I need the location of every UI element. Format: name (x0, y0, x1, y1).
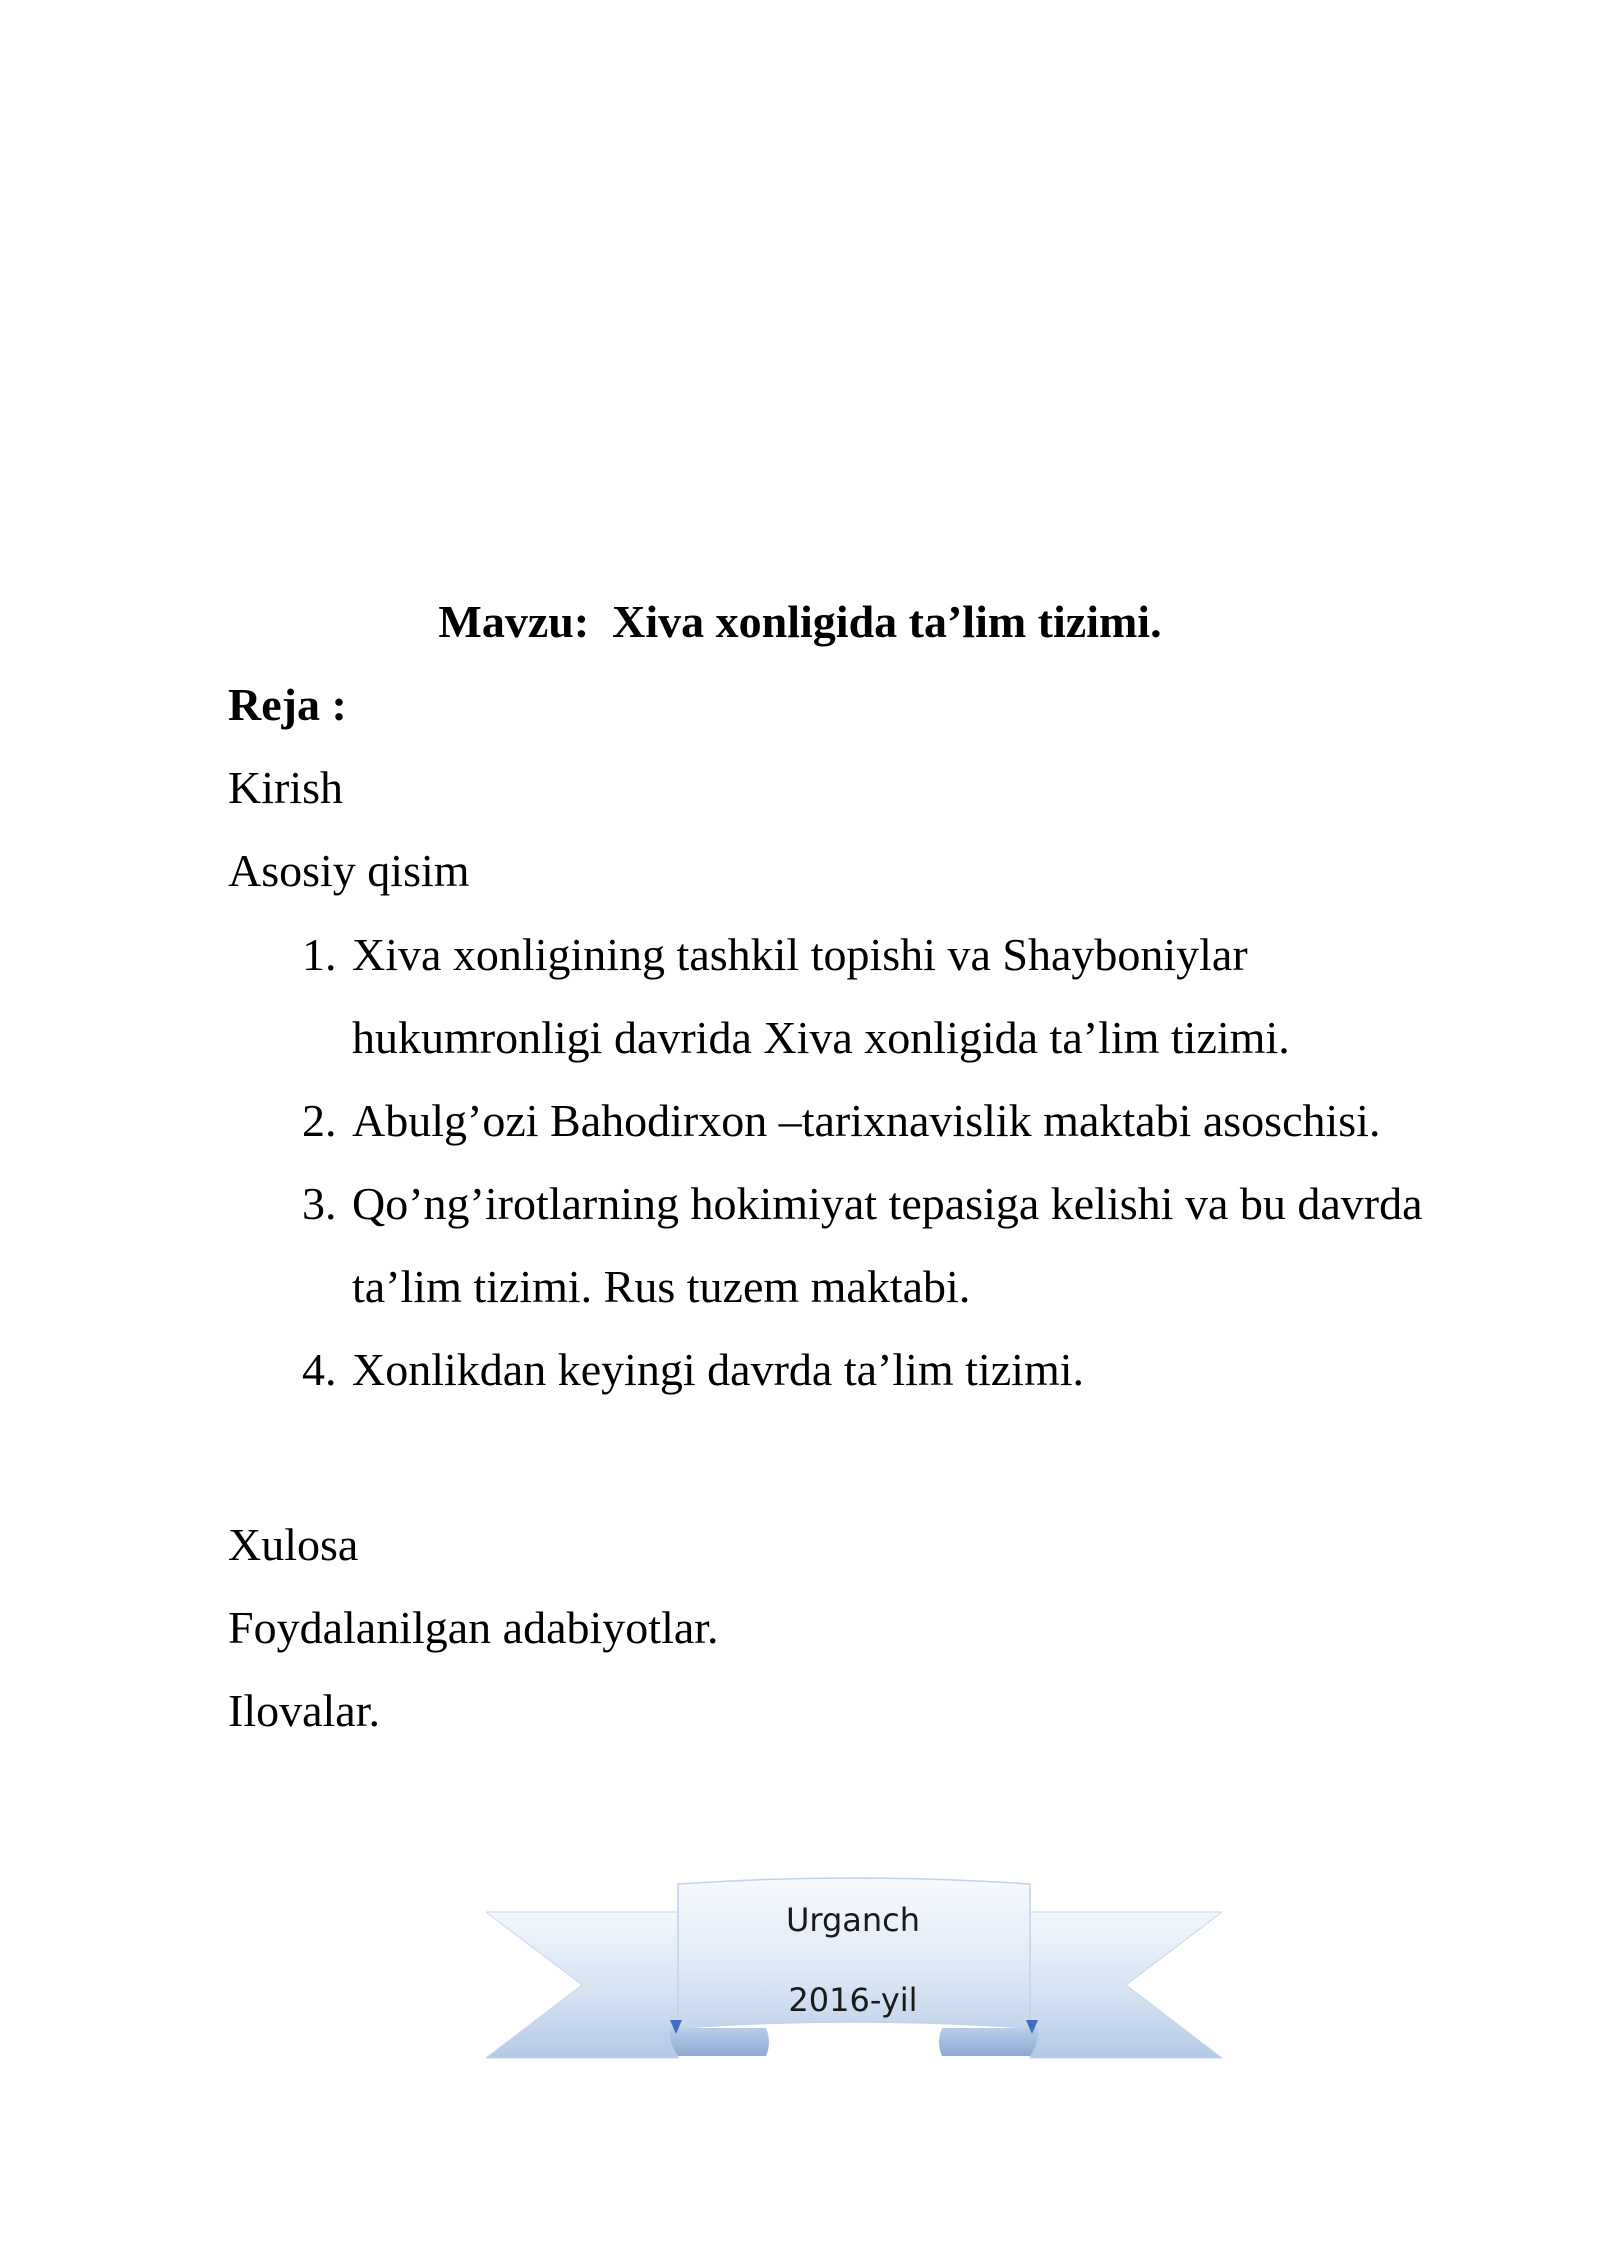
references-line: Foydalanilgan adabiyotlar. (228, 1602, 719, 1653)
main-part-line: Asosiy qisim (228, 845, 470, 896)
ribbon-right-tail (1030, 1912, 1222, 2058)
page-title: Mavzu: Xiva xonligida ta’lim tizimi. (438, 596, 1162, 647)
list-item-number: 2. (302, 1095, 337, 1146)
conclusion-line: Xulosa (228, 1519, 359, 1570)
list-item-number: 4. (302, 1344, 337, 1395)
banner-city: Urganch (785, 1901, 921, 1939)
list-item-text: Xonlikdan keyingi davrda ta’lim tizimi. (352, 1344, 1085, 1395)
banner-year: 2016-yil (788, 1981, 918, 2019)
plan-heading: Reja : (228, 679, 347, 730)
ribbon-left-tail (486, 1912, 678, 2058)
list-item-text: Qo’ng’irotlarning hokimiyat tepasiga kelishi va bu davrda ta’lim tizimi. Rus tuzem maktabi. (352, 1178, 1423, 1312)
intro-line: Kirish (228, 762, 343, 813)
list-item-number: 3. (302, 1178, 337, 1229)
list-item-text: Xiva xonligining tashkil topishi va Shayboniylar hukumronligi davrida Xiva xonligida ta’lim tizimi. (352, 929, 1290, 1063)
list-item-number: 1. (302, 929, 337, 980)
list-item-text: Abulg’ozi Bahodirxon –tarixnavislik maktabi asoschisi. (352, 1095, 1381, 1146)
appendices-line: Ilovalar. (228, 1685, 380, 1736)
